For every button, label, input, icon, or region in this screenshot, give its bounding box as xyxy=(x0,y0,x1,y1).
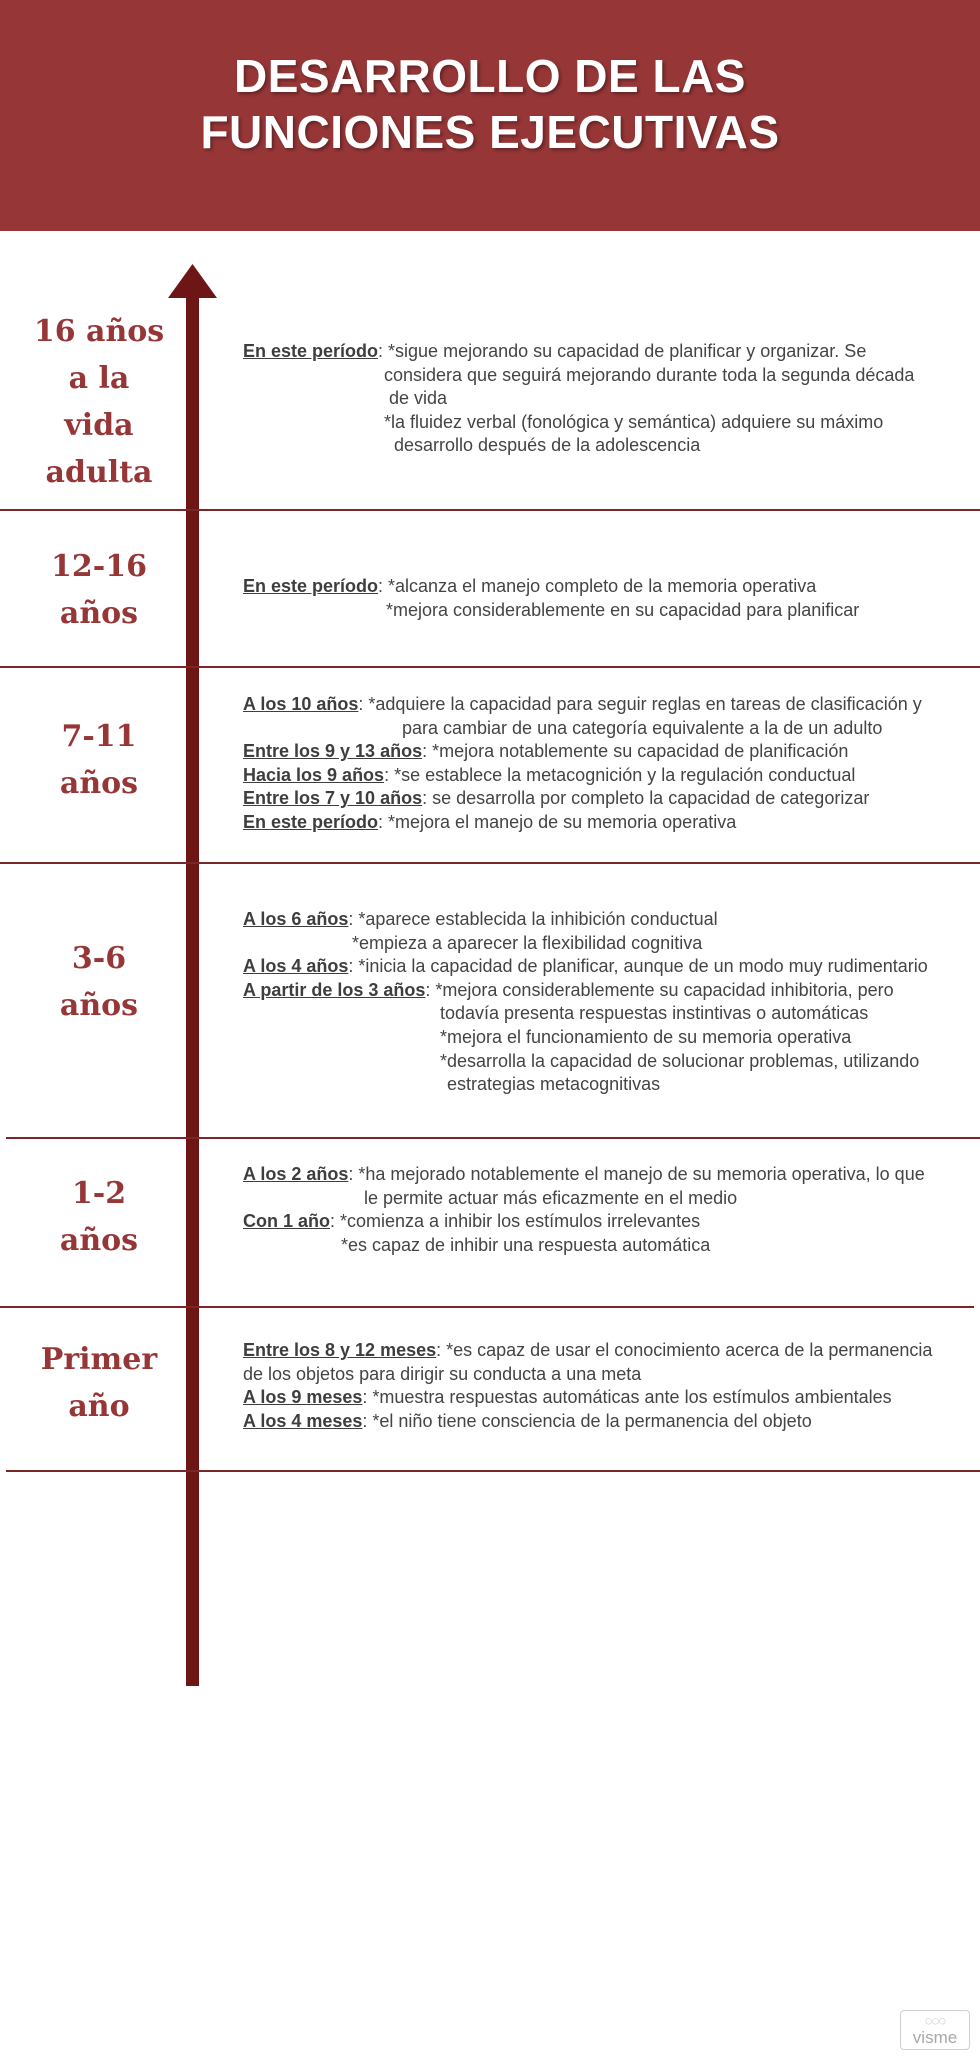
description-text: *desarrolla la capacidad de solucionar problemas, utilizando xyxy=(440,1050,920,1071)
description-text: *mejora el funcionamiento de su memoria operativa xyxy=(440,1026,852,1047)
period-lead: A los 4 años xyxy=(243,956,349,977)
period-age-label xyxy=(0,308,198,496)
description-line xyxy=(243,1073,963,1097)
period-lead: Entre los 9 y 13 años xyxy=(243,741,423,762)
description-line xyxy=(243,932,963,956)
period-age-label xyxy=(0,1170,198,1264)
description-text: considera que seguirá mejorando durante toda la segunda década xyxy=(384,364,915,385)
description-line xyxy=(243,1410,963,1434)
description-text: *mejora considerablemente en su capacidad para planificar xyxy=(386,599,860,620)
period-description xyxy=(243,1163,963,1257)
period-divider xyxy=(0,862,980,864)
age-label-line: años xyxy=(59,596,139,631)
age-label-line: vida xyxy=(64,408,134,443)
period-lead: A partir de los 3 años xyxy=(243,979,426,1000)
description-line xyxy=(243,1187,963,1211)
description-text: estrategias metacognitivas xyxy=(447,1074,661,1095)
period-divider xyxy=(0,509,980,511)
visme-logo-icon: ◌◌◌ xyxy=(924,2013,946,2028)
age-label-line: 12-16 xyxy=(51,549,147,584)
description-text: le permite actuar más eficazmente en el medio xyxy=(364,1187,738,1208)
period-description xyxy=(243,1339,963,1433)
description-text: : *comienza a inhibir los estímulos irrelevantes xyxy=(330,1211,701,1232)
period-age-label xyxy=(0,543,198,637)
page-title-line-2: FUNCIONES EJECUTIVAS xyxy=(200,106,780,158)
description-text: desarrollo después de la adolescencia xyxy=(394,435,701,456)
description-line xyxy=(243,1002,963,1026)
description-line xyxy=(243,1163,963,1187)
description-text: : *mejora el manejo de su memoria operativa xyxy=(378,811,737,832)
period-lead: En este período xyxy=(243,576,379,596)
description-line xyxy=(243,908,963,932)
description-line xyxy=(243,1210,963,1234)
age-label-line: 3-6 xyxy=(71,941,127,976)
description-text: *empieza a aparecer la flexibilidad cognitiva xyxy=(352,932,703,953)
description-line xyxy=(243,979,963,1003)
period-divider xyxy=(6,1137,980,1139)
description-text: de los objetos para dirigir su conducta a una meta xyxy=(243,1363,642,1384)
description-line xyxy=(243,787,963,811)
header-banner xyxy=(0,0,980,231)
description-line xyxy=(243,1386,963,1410)
age-label-line: año xyxy=(68,1389,130,1424)
description-text: : *sigue mejorando su capacidad de planificar y organizar. Se xyxy=(378,341,867,361)
period-lead: A los 6 años xyxy=(243,909,349,929)
description-text: de vida xyxy=(389,388,448,409)
description-text: *la fluidez verbal (fonológica y semántica) adquiere su máximo xyxy=(384,411,884,432)
description-line xyxy=(243,764,963,788)
description-line xyxy=(243,364,963,388)
age-label-line: años xyxy=(59,1223,139,1258)
description-line xyxy=(243,1050,963,1074)
period-description xyxy=(243,340,963,458)
age-label-line: años xyxy=(59,988,139,1023)
period-divider xyxy=(0,1306,974,1308)
description-line xyxy=(243,1363,963,1387)
description-text: : *mejora notablemente su capacidad de planificación xyxy=(422,741,849,762)
description-text: : *ha mejorado notablemente el manejo de su memoria operativa, lo que xyxy=(348,1164,925,1184)
period-lead: Entre los 8 y 12 meses xyxy=(243,1340,437,1360)
description-text: : *aparece establecida la inhibición conductual xyxy=(348,909,718,929)
age-label-line: a la xyxy=(68,361,130,396)
age-label-line: 7-11 xyxy=(61,719,137,754)
description-text: : *el niño tiene consciencia de la permanencia del objeto xyxy=(362,1410,812,1431)
description-text: : se desarrolla por completo la capacidad de categorizar xyxy=(422,788,870,809)
age-label-line: años xyxy=(59,766,139,801)
period-divider xyxy=(6,1470,980,1472)
description-line xyxy=(243,811,963,835)
description-line xyxy=(243,1026,963,1050)
period-lead: A los 10 años xyxy=(243,694,359,714)
description-text: : *es capaz de usar el conocimiento acerca de la permanencia xyxy=(436,1340,933,1360)
period-description xyxy=(243,908,963,1097)
description-text: todavía presenta respuestas instintivas o automáticas xyxy=(440,1003,869,1024)
timeline-arrowhead-icon xyxy=(168,264,217,298)
page-title-line-1: DESARROLLO DE LAS xyxy=(234,50,746,102)
description-line xyxy=(243,575,963,599)
period-age-label xyxy=(0,713,198,807)
description-line xyxy=(243,1339,963,1363)
description-line xyxy=(243,740,963,764)
description-line xyxy=(243,434,963,458)
description-line xyxy=(243,693,963,717)
description-text: : *muestra respuestas automáticas ante los estímulos ambientales xyxy=(362,1387,892,1408)
description-text: para cambiar de una categoría equivalente a la de un adulto xyxy=(402,717,883,738)
age-label-line: Primer xyxy=(40,1342,158,1377)
description-text: : *adquiere la capacidad para seguir reglas en tareas de clasificación y xyxy=(358,694,922,714)
description-line xyxy=(243,387,963,411)
description-line xyxy=(243,717,963,741)
period-lead: Hacia los 9 años xyxy=(243,764,385,785)
visme-watermark xyxy=(900,2010,970,2050)
description-line xyxy=(243,340,963,364)
period-divider xyxy=(0,666,980,668)
description-text: : *mejora considerablemente su capacidad inhibitoria, pero xyxy=(425,979,894,1000)
period-lead: En este período xyxy=(243,811,379,832)
description-line xyxy=(243,411,963,435)
period-lead: Con 1 año xyxy=(243,1211,331,1232)
description-text: : *inicia la capacidad de planificar, aunque de un modo muy rudimentario xyxy=(348,956,928,977)
period-lead: A los 2 años xyxy=(243,1164,349,1184)
period-lead: A los 4 meses xyxy=(243,1410,363,1431)
description-line xyxy=(243,955,963,979)
period-lead: Entre los 7 y 10 años xyxy=(243,788,423,809)
period-lead: A los 9 meses xyxy=(243,1387,363,1408)
description-text: : *se establece la metacognición y la regulación conductual xyxy=(384,764,856,785)
visme-watermark-text: visme xyxy=(912,2028,958,2047)
period-description xyxy=(243,693,963,835)
period-lead: En este período xyxy=(243,341,379,361)
description-text: *es capaz de inhibir una respuesta automática xyxy=(341,1234,711,1255)
age-label-line: 1-2 xyxy=(71,1176,127,1211)
age-label-line: 16 años xyxy=(33,314,165,349)
age-label-line: adulta xyxy=(45,455,153,490)
description-line xyxy=(243,599,963,623)
period-description xyxy=(243,575,963,622)
period-age-label xyxy=(0,1336,198,1430)
page-title xyxy=(0,48,980,160)
period-age-label xyxy=(0,935,198,1029)
description-text: : *alcanza el manejo completo de la memoria operativa xyxy=(378,576,817,596)
description-line xyxy=(243,1234,963,1258)
